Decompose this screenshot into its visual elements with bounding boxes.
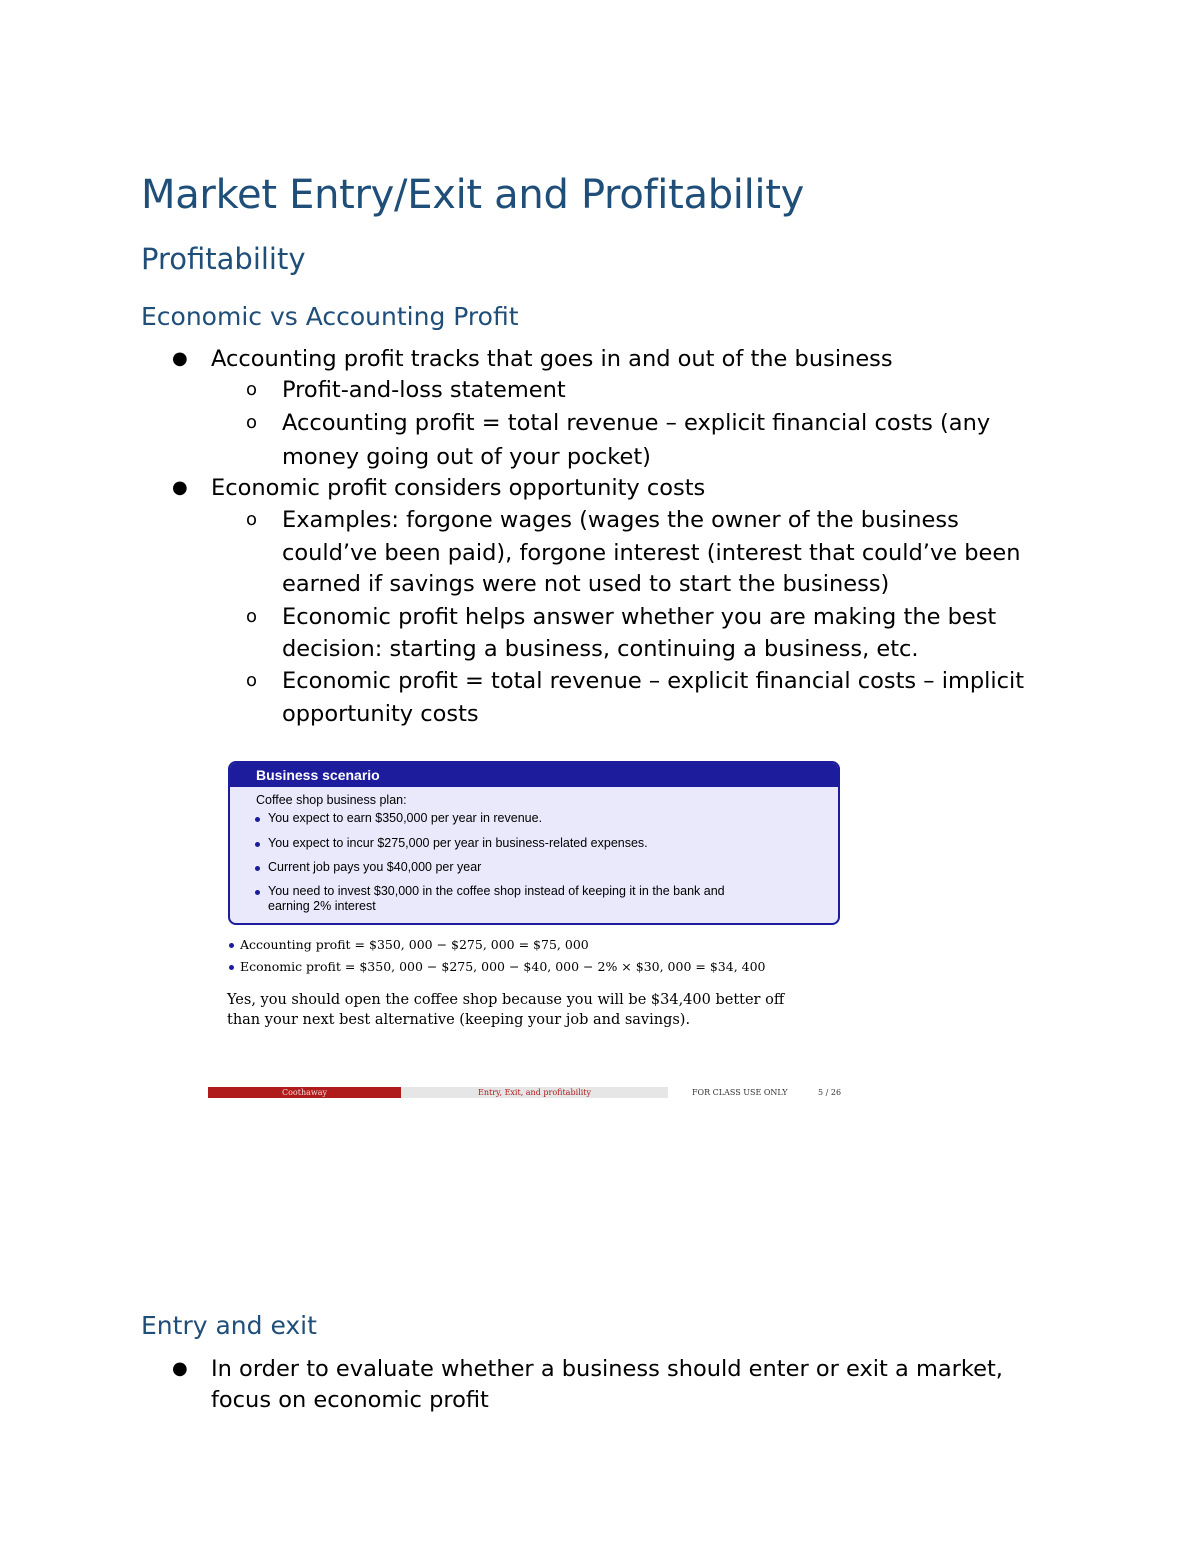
formula-bullet-icon [229,943,234,948]
page-title: Market Entry/Exit and Profitability [141,172,804,218]
slide-footer-topic: Entry, Exit, and profitability [401,1087,668,1098]
scenario-box-title: Business scenario [230,763,838,787]
scenario-item-expenses: You expect to incur $275,000 per year in business-related expenses. [268,836,648,850]
sub-bullet-examples-line3: earned if savings were not used to start the business) [282,571,890,597]
bullet-accounting-profit: Accounting profit tracks that goes in and out of the business [211,346,893,372]
bullet-economic-profit: Economic profit considers opportunity costs [211,475,706,501]
slide-footer-page: 5 / 26 [818,1088,842,1097]
sub-bullet-examples-line2: could’ve been paid), forgone interest (interest that could’ve been [282,540,1021,566]
scenario-intro: Coffee shop business plan: [256,793,407,807]
sub-bullet-accounting-formula-line2: money going out of your pocket) [282,444,651,470]
scenario-item-revenue: You expect to earn $350,000 per year in revenue. [268,811,543,825]
formula-economic-profit: Economic profit = $350, 000 − $275, 000 − $40, 000 − 2% × $30, 000 = $34, 400 [240,959,766,974]
slide-conclusion-line2: than your next best alternative (keeping your job and savings). [227,1012,691,1028]
sub-bullet-examples-line1: Examples: forgone wages (wages the owner of the business [282,507,959,533]
sub-bullet-best-decision-line2: decision: starting a business, continuing a business, etc. [282,636,919,662]
scenario-item-job: Current job pays you $40,000 per year [268,860,482,874]
formula-accounting-profit: Accounting profit = $350, 000 − $275, 000 = $75, 000 [240,937,589,952]
sub-bullet-best-decision-line1: Economic profit helps answer whether you are making the best [282,604,997,630]
sub-bullet-economic-formula-line2: opportunity costs [282,701,479,727]
slide-footer-notice: FOR CLASS USE ONLY [692,1088,788,1097]
sub-bullet-economic-formula-line1: Economic profit = total revenue – explicit financial costs – implicit [282,668,1025,694]
sub-bullet-marker: o [246,412,258,433]
subsection-heading-economic-vs-accounting: Economic vs Accounting Profit [141,302,519,331]
bullet-dot: ● [172,348,188,369]
bullet-dot: ● [172,477,188,498]
slide-conclusion-line1: Yes, you should open the coffee shop because you will be $34,400 better off [227,992,785,1008]
sub-bullet-marker: o [246,670,258,691]
sub-bullet-marker: o [246,509,258,530]
subsection-heading-entry-exit: Entry and exit [141,1311,317,1340]
formula-bullet-icon [229,965,234,970]
bullet-dot: ● [172,1358,188,1379]
bullet-entry-exit-line2: focus on economic profit [211,1387,489,1413]
scenario-bullet-icon [255,866,260,871]
sub-bullet-pl-statement: Profit-and-loss statement [282,377,566,403]
scenario-box [228,761,840,925]
slide-footer-author: Coothaway [208,1087,401,1098]
sub-bullet-accounting-formula-line1: Accounting profit = total revenue – explicit financial costs (any [282,410,991,436]
scenario-bullet-icon [255,817,260,822]
scenario-bullet-icon [255,842,260,847]
business-scenario-slide [208,760,848,1105]
scenario-item-invest-line1: You need to invest $30,000 in the coffee shop instead of keeping it in the bank and [268,884,725,898]
scenario-item-invest-line2: earning 2% interest [268,899,376,913]
sub-bullet-marker: o [246,379,258,400]
bullet-entry-exit-line1: In order to evaluate whether a business should enter or exit a market, [211,1356,1003,1382]
sub-bullet-marker: o [246,606,258,627]
scenario-bullet-icon [255,890,260,895]
section-heading-profitability: Profitability [141,242,306,276]
